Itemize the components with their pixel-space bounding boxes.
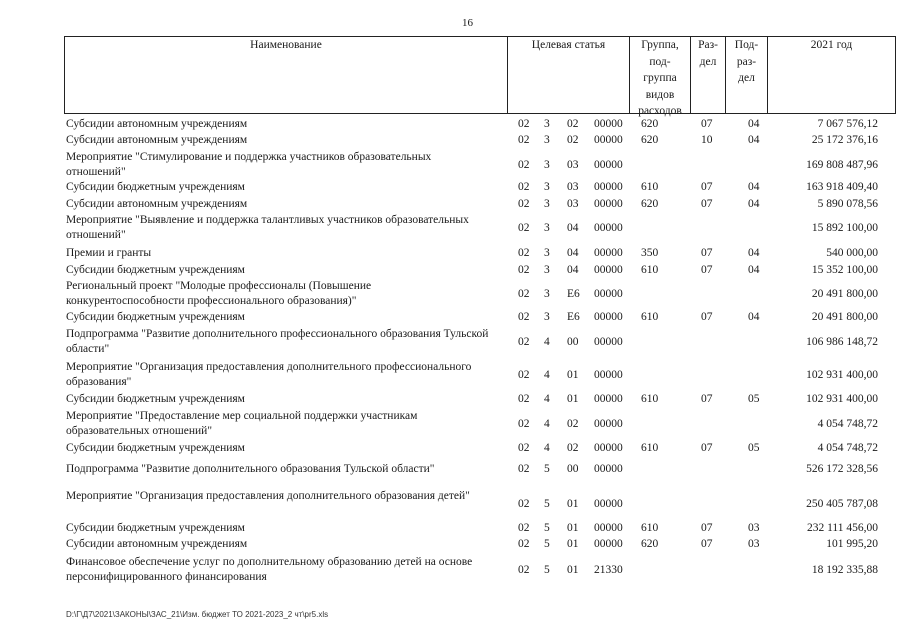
table-row (66, 263, 896, 277)
code-direction: 00000 (594, 159, 623, 171)
row-name: Мероприятие "Выявление и поддержка талантливых участников образовательных отношений" (66, 214, 469, 241)
file-path: D:\Г\Д7\2021\ЗАКОНЫ\ЗАС_21\Изм. бюджет ТО 2021-2023_2 чт\pr5.xls (66, 610, 329, 619)
code-direction: 00000 (594, 311, 623, 323)
subsection: 04 (748, 118, 760, 130)
code-subprogram: 4 (544, 393, 550, 405)
code-event: Е6 (567, 311, 580, 323)
amount: 169 808 487,96 (806, 159, 878, 171)
row-name: Региональный проект "Молодые профессионалы (Повышение конкурентоспособности профессионального образования)" (66, 280, 372, 307)
expense-group: 610 (641, 442, 659, 454)
amount: 526 172 328,56 (806, 463, 878, 475)
section: 07 (701, 393, 713, 405)
code-subprogram: 4 (544, 418, 550, 430)
code-program: 02 (518, 264, 530, 276)
code-event: 01 (567, 393, 579, 405)
code-event: 00 (567, 463, 579, 475)
table-row (66, 392, 896, 406)
section: 07 (701, 247, 713, 259)
expense-group: 620 (641, 134, 659, 146)
table-row (66, 489, 896, 518)
code-subprogram: 5 (544, 564, 550, 576)
amount: 7 067 576,12 (817, 118, 878, 130)
code-direction: 00000 (594, 498, 623, 510)
subsection: 04 (748, 134, 760, 146)
row-name: Субсидии бюджетным учреждениям (66, 522, 245, 534)
subsection: 04 (748, 181, 760, 193)
amount: 250 405 787,08 (806, 498, 878, 510)
header-target: Целевая статья (508, 37, 630, 114)
code-subprogram: 3 (544, 134, 550, 146)
table-header (64, 36, 896, 117)
code-subprogram: 3 (544, 311, 550, 323)
table-row (66, 537, 896, 551)
code-program: 02 (518, 418, 530, 430)
expense-group: 620 (641, 118, 659, 130)
amount: 15 892 100,00 (811, 222, 878, 234)
code-event: 04 (567, 264, 579, 276)
table-row (66, 521, 896, 535)
row-name: Субсидии бюджетным учреждениям (66, 264, 245, 276)
code-subprogram: 5 (544, 522, 550, 534)
code-event: 00 (567, 336, 579, 348)
code-subprogram: 5 (544, 538, 550, 550)
table-row (66, 310, 896, 324)
table-row (66, 279, 896, 308)
header-subsection: Под- раз- дел (726, 37, 768, 114)
code-event: 02 (567, 118, 579, 130)
header-year: 2021 год (768, 37, 896, 114)
row-name: Субсидии автономным учреждениям (66, 118, 248, 130)
code-program: 02 (518, 118, 530, 130)
code-direction: 00000 (594, 181, 623, 193)
code-event: 03 (567, 198, 579, 210)
table-row (66, 246, 896, 260)
code-event: 03 (567, 181, 579, 193)
section: 07 (701, 442, 713, 454)
amount: 15 352 100,00 (811, 264, 878, 276)
section: 07 (701, 181, 713, 193)
row-name: Мероприятие "Организация предоставления дополнительного образования детей" (66, 490, 470, 502)
row-name: Субсидии автономным учреждениям (66, 538, 248, 550)
table-row (66, 462, 896, 476)
table-row (66, 555, 896, 584)
code-program: 02 (518, 198, 530, 210)
code-program: 02 (518, 538, 530, 550)
table-row (66, 327, 896, 356)
row-name: Мероприятие "Предоставление мер социальной поддержки участникам образовательных отношений" (66, 410, 418, 437)
subsection: 04 (748, 247, 760, 259)
code-event: 02 (567, 442, 579, 454)
code-subprogram: 5 (544, 463, 550, 475)
table-row (66, 213, 896, 242)
code-direction: 00000 (594, 222, 623, 234)
section: 10 (701, 134, 713, 146)
table-row (66, 441, 896, 455)
code-event: 01 (567, 369, 579, 381)
header-name: Наименование (65, 37, 508, 114)
code-program: 02 (518, 442, 530, 454)
code-subprogram: 3 (544, 198, 550, 210)
table-row (66, 180, 896, 194)
code-subprogram: 3 (544, 222, 550, 234)
code-direction: 00000 (594, 247, 623, 259)
code-direction: 00000 (594, 463, 623, 475)
code-event: 01 (567, 564, 579, 576)
table-row (66, 409, 896, 438)
table-row (66, 150, 896, 179)
row-name: Подпрограмма "Развитие дополнительного образования Тульской области" (66, 463, 435, 475)
code-event: 01 (567, 498, 579, 510)
table-row (66, 360, 896, 389)
expense-group: 610 (641, 522, 659, 534)
amount: 4 054 748,72 (817, 418, 878, 430)
amount: 25 172 376,16 (811, 134, 878, 146)
row-name: Субсидии автономным учреждениям (66, 134, 248, 146)
code-subprogram: 4 (544, 369, 550, 381)
amount: 20 491 800,00 (811, 311, 878, 323)
subsection: 05 (748, 442, 760, 454)
row-name: Субсидии автономным учреждениям (66, 198, 248, 210)
code-subprogram: 3 (544, 288, 550, 300)
code-direction: 00000 (594, 134, 623, 146)
code-program: 02 (518, 159, 530, 171)
subsection: 04 (748, 198, 760, 210)
code-event: 01 (567, 522, 579, 534)
code-event: 01 (567, 538, 579, 550)
code-direction: 00000 (594, 198, 623, 210)
code-program: 02 (518, 247, 530, 259)
amount: 540 000,00 (826, 247, 878, 259)
subsection: 04 (748, 311, 760, 323)
expense-group: 610 (641, 311, 659, 323)
code-direction: 00000 (594, 393, 623, 405)
amount: 106 986 148,72 (806, 336, 878, 348)
code-program: 02 (518, 336, 530, 348)
code-program: 02 (518, 311, 530, 323)
code-program: 02 (518, 498, 530, 510)
code-program: 02 (518, 288, 530, 300)
code-program: 02 (518, 522, 530, 534)
expense-group: 620 (641, 198, 659, 210)
code-program: 02 (518, 463, 530, 475)
code-program: 02 (518, 181, 530, 193)
expense-group: 610 (641, 181, 659, 193)
header-section: Раз- дел (691, 37, 726, 114)
code-subprogram: 3 (544, 159, 550, 171)
code-direction: 00000 (594, 118, 623, 130)
code-direction: 21330 (594, 564, 623, 576)
table-row (66, 197, 896, 211)
table-row (66, 117, 896, 131)
subsection: 04 (748, 264, 760, 276)
code-event: 02 (567, 418, 579, 430)
row-name: Мероприятие "Организация предоставления дополнительного профессионального образования" (66, 361, 472, 388)
amount: 102 931 400,00 (806, 369, 878, 381)
code-event: 04 (567, 222, 579, 234)
subsection: 03 (748, 522, 760, 534)
code-program: 02 (518, 564, 530, 576)
code-subprogram: 3 (544, 247, 550, 259)
code-direction: 00000 (594, 418, 623, 430)
amount: 5 890 078,56 (817, 198, 878, 210)
code-subprogram: 3 (544, 181, 550, 193)
amount: 232 111 456,00 (806, 522, 878, 534)
section: 07 (701, 311, 713, 323)
section: 07 (701, 264, 713, 276)
code-program: 02 (518, 134, 530, 146)
amount: 102 931 400,00 (806, 393, 878, 405)
header-group: Группа, под- группа видов расходов (630, 37, 691, 114)
expense-group: 620 (641, 538, 659, 550)
section: 07 (701, 538, 713, 550)
row-name: Подпрограмма "Развитие дополнительного профессионального образования Тульской области" (66, 328, 489, 355)
subsection: 03 (748, 538, 760, 550)
code-direction: 00000 (594, 264, 623, 276)
section: 07 (701, 118, 713, 130)
amount: 163 918 409,40 (806, 181, 878, 193)
table-row (66, 133, 896, 147)
code-direction: 00000 (594, 522, 623, 534)
code-subprogram: 3 (544, 264, 550, 276)
expense-group: 610 (641, 393, 659, 405)
code-direction: 00000 (594, 288, 623, 300)
code-direction: 00000 (594, 538, 623, 550)
section: 07 (701, 522, 713, 534)
code-event: 04 (567, 247, 579, 259)
code-event: Е6 (567, 288, 580, 300)
expense-group: 610 (641, 264, 659, 276)
amount: 4 054 748,72 (817, 442, 878, 454)
row-name: Субсидии бюджетным учреждениям (66, 393, 245, 405)
code-event: 03 (567, 159, 579, 171)
code-program: 02 (518, 369, 530, 381)
row-name: Субсидии бюджетным учреждениям (66, 181, 245, 193)
amount: 18 192 335,88 (811, 564, 878, 576)
amount: 20 491 800,00 (811, 288, 878, 300)
page-number: 16 (462, 17, 473, 29)
code-subprogram: 4 (544, 336, 550, 348)
code-program: 02 (518, 222, 530, 234)
row-name: Субсидии бюджетным учреждениям (66, 442, 245, 454)
section: 07 (701, 198, 713, 210)
code-subprogram: 3 (544, 118, 550, 130)
amount: 101 995,20 (826, 538, 878, 550)
code-direction: 00000 (594, 336, 623, 348)
row-name: Субсидии бюджетным учреждениям (66, 311, 245, 323)
code-event: 02 (567, 134, 579, 146)
code-direction: 00000 (594, 369, 623, 381)
row-name: Премии и гранты (66, 247, 152, 259)
row-name: Мероприятие "Стимулирование и поддержка участников образовательных отношений" (66, 151, 432, 178)
code-subprogram: 4 (544, 442, 550, 454)
row-name: Финансовое обеспечение услуг по дополнительному образованию детей на основе персонифицированного финансирования (66, 556, 473, 583)
code-subprogram: 5 (544, 498, 550, 510)
expense-group: 350 (641, 247, 659, 259)
code-direction: 00000 (594, 442, 623, 454)
subsection: 05 (748, 393, 760, 405)
code-program: 02 (518, 393, 530, 405)
